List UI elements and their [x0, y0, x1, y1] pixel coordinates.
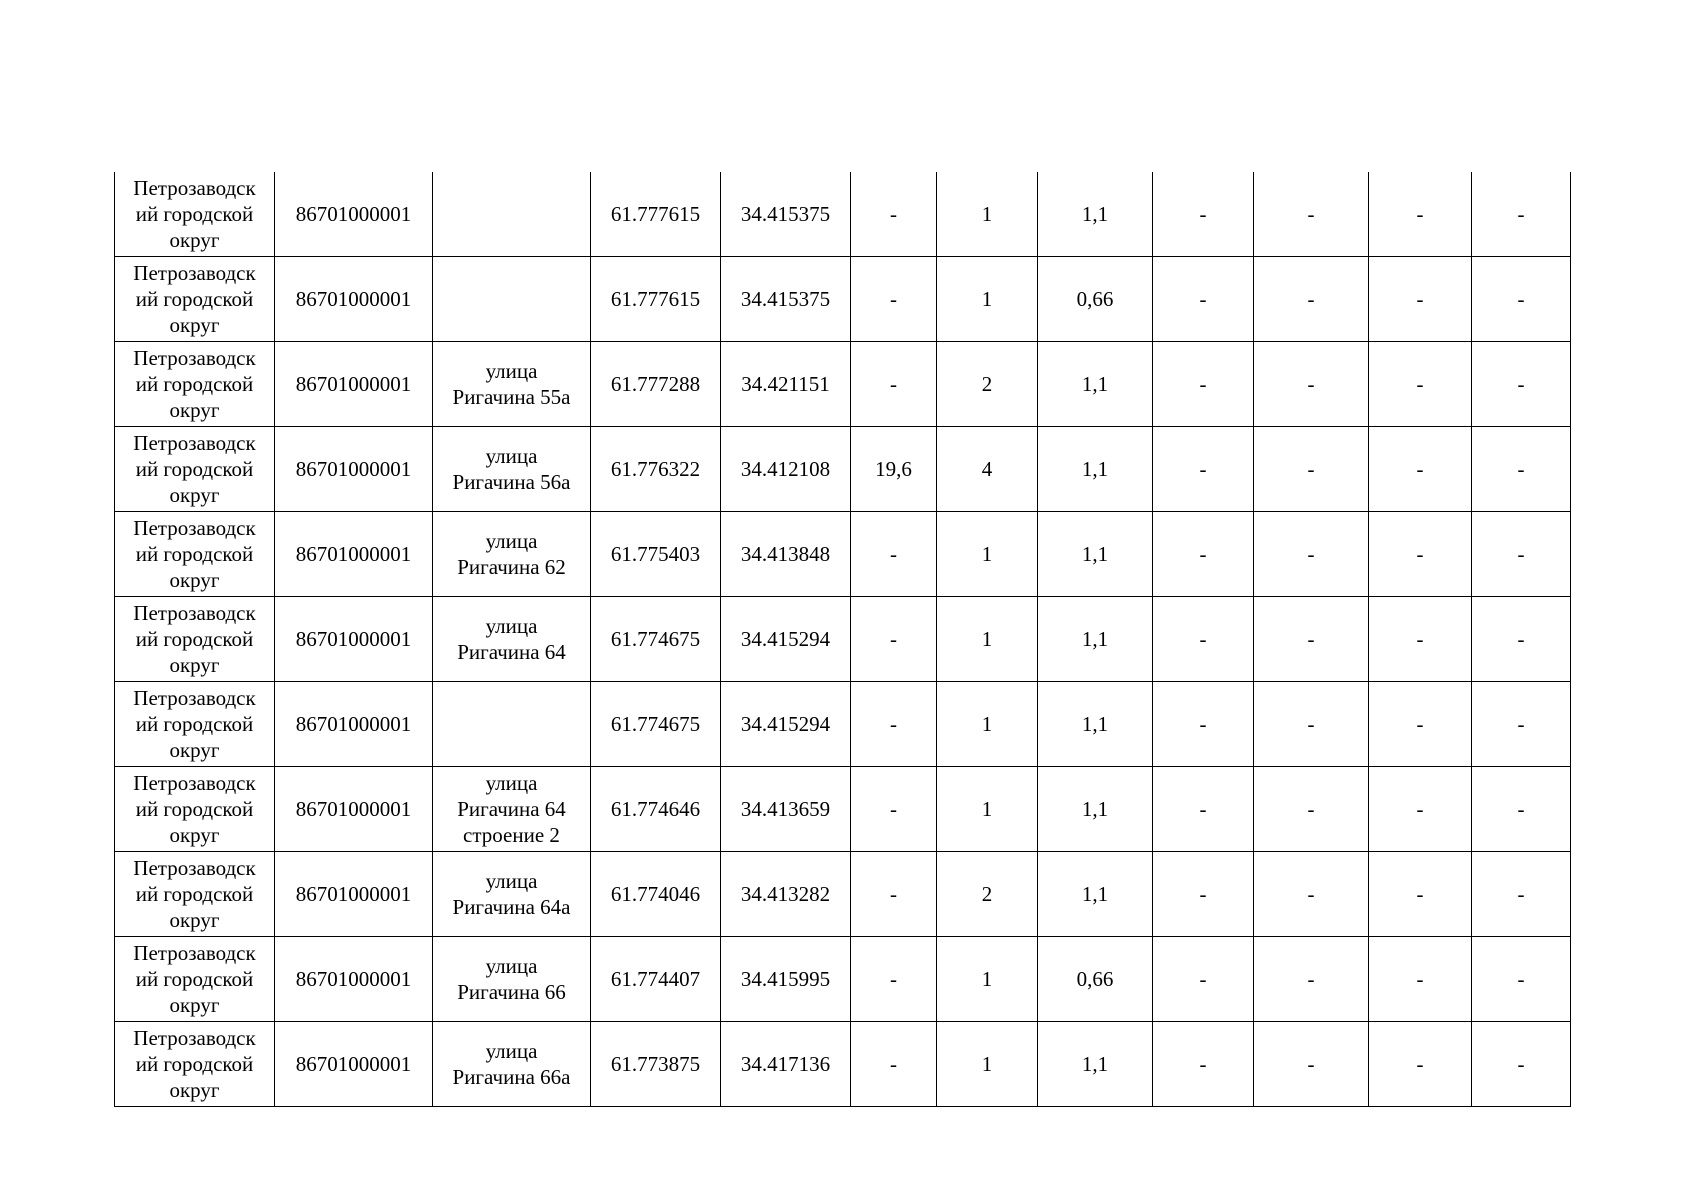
table-body	[115, 172, 1571, 1107]
empty-value-cell: -	[1254, 427, 1369, 512]
empty-value-cell: -	[1369, 682, 1472, 767]
empty-value-cell: -	[1254, 342, 1369, 427]
empty-value-cell: -	[1153, 512, 1254, 597]
latitude-cell: 61.776322	[591, 427, 721, 512]
municipality-cell: Петрозаводск ий городской округ	[115, 342, 275, 427]
oktmo-code-cell: 86701000001	[275, 172, 433, 257]
oktmo-code-cell: 86701000001	[275, 937, 433, 1022]
container-volume-cell: 1,1	[1038, 682, 1153, 767]
municipality-cell: Петрозаводск ий городской округ	[115, 427, 275, 512]
waste-sites-table	[114, 172, 1571, 1107]
municipality-cell: Петрозаводск ий городской округ	[115, 767, 275, 852]
oktmo-code-cell: 86701000001	[275, 682, 433, 767]
empty-value-cell: -	[1254, 682, 1369, 767]
empty-value-cell: -	[1369, 512, 1472, 597]
container-volume-cell: 1,1	[1038, 342, 1153, 427]
area-cell: -	[851, 512, 937, 597]
container-volume-cell: 1,1	[1038, 767, 1153, 852]
table-row	[115, 597, 1571, 682]
longitude-cell: 34.415375	[721, 257, 851, 342]
container-volume-cell: 1,1	[1038, 852, 1153, 937]
empty-value-cell: -	[1153, 172, 1254, 257]
table-row	[115, 1022, 1571, 1107]
empty-value-cell: -	[1472, 597, 1571, 682]
longitude-cell: 34.415294	[721, 597, 851, 682]
empty-value-cell: -	[1254, 937, 1369, 1022]
empty-value-cell: -	[1254, 767, 1369, 852]
latitude-cell: 61.775403	[591, 512, 721, 597]
empty-value-cell: -	[1153, 257, 1254, 342]
empty-value-cell: -	[1254, 257, 1369, 342]
container-count-cell: 2	[937, 342, 1038, 427]
area-cell: -	[851, 342, 937, 427]
latitude-cell: 61.773875	[591, 1022, 721, 1107]
address-cell: улица Ригачина 55а	[433, 342, 591, 427]
address-cell: улица Ригачина 64 строение 2	[433, 767, 591, 852]
container-volume-cell: 1,1	[1038, 597, 1153, 682]
area-cell: -	[851, 852, 937, 937]
empty-value-cell: -	[1369, 767, 1472, 852]
empty-value-cell: -	[1153, 427, 1254, 512]
empty-value-cell: -	[1369, 172, 1472, 257]
empty-value-cell: -	[1369, 257, 1472, 342]
container-volume-cell: 0,66	[1038, 937, 1153, 1022]
empty-value-cell: -	[1254, 172, 1369, 257]
table-row	[115, 937, 1571, 1022]
address-cell	[433, 172, 591, 257]
container-count-cell: 1	[937, 1022, 1038, 1107]
container-count-cell: 4	[937, 427, 1038, 512]
municipality-cell: Петрозаводск ий городской округ	[115, 512, 275, 597]
container-count-cell: 1	[937, 682, 1038, 767]
latitude-cell: 61.777288	[591, 342, 721, 427]
address-cell: улица Ригачина 64	[433, 597, 591, 682]
container-count-cell: 2	[937, 852, 1038, 937]
oktmo-code-cell: 86701000001	[275, 852, 433, 937]
empty-value-cell: -	[1369, 597, 1472, 682]
latitude-cell: 61.777615	[591, 172, 721, 257]
empty-value-cell: -	[1369, 1022, 1472, 1107]
table-row	[115, 257, 1571, 342]
latitude-cell: 61.774675	[591, 682, 721, 767]
longitude-cell: 34.415294	[721, 682, 851, 767]
table-row	[115, 682, 1571, 767]
container-count-cell: 1	[937, 512, 1038, 597]
address-cell	[433, 257, 591, 342]
empty-value-cell: -	[1153, 852, 1254, 937]
container-count-cell: 1	[937, 172, 1038, 257]
municipality-cell: Петрозаводск ий городской округ	[115, 597, 275, 682]
empty-value-cell: -	[1254, 512, 1369, 597]
container-volume-cell: 1,1	[1038, 172, 1153, 257]
empty-value-cell: -	[1254, 1022, 1369, 1107]
latitude-cell: 61.777615	[591, 257, 721, 342]
area-cell: -	[851, 597, 937, 682]
table-row	[115, 172, 1571, 257]
oktmo-code-cell: 86701000001	[275, 427, 433, 512]
empty-value-cell: -	[1153, 767, 1254, 852]
empty-value-cell: -	[1369, 937, 1472, 1022]
empty-value-cell: -	[1369, 342, 1472, 427]
container-volume-cell: 0,66	[1038, 257, 1153, 342]
area-cell: 19,6	[851, 427, 937, 512]
municipality-cell: Петрозаводск ий городской округ	[115, 682, 275, 767]
area-cell: -	[851, 767, 937, 852]
empty-value-cell: -	[1153, 682, 1254, 767]
longitude-cell: 34.421151	[721, 342, 851, 427]
empty-value-cell: -	[1254, 597, 1369, 682]
municipality-cell: Петрозаводск ий городской округ	[115, 1022, 275, 1107]
table-row	[115, 427, 1571, 512]
latitude-cell: 61.774675	[591, 597, 721, 682]
longitude-cell: 34.415375	[721, 172, 851, 257]
table-row	[115, 512, 1571, 597]
empty-value-cell: -	[1254, 852, 1369, 937]
longitude-cell: 34.413659	[721, 767, 851, 852]
empty-value-cell: -	[1472, 852, 1571, 937]
empty-value-cell: -	[1153, 937, 1254, 1022]
empty-value-cell: -	[1472, 172, 1571, 257]
container-count-cell: 1	[937, 257, 1038, 342]
table-row	[115, 767, 1571, 852]
address-cell: улица Ригачина 64а	[433, 852, 591, 937]
longitude-cell: 34.412108	[721, 427, 851, 512]
empty-value-cell: -	[1472, 512, 1571, 597]
empty-value-cell: -	[1369, 427, 1472, 512]
area-cell: -	[851, 172, 937, 257]
empty-value-cell: -	[1472, 342, 1571, 427]
longitude-cell: 34.413282	[721, 852, 851, 937]
municipality-cell: Петрозаводск ий городской округ	[115, 172, 275, 257]
empty-value-cell: -	[1153, 342, 1254, 427]
container-count-cell: 1	[937, 937, 1038, 1022]
container-count-cell: 1	[937, 597, 1038, 682]
oktmo-code-cell: 86701000001	[275, 342, 433, 427]
empty-value-cell: -	[1153, 1022, 1254, 1107]
container-volume-cell: 1,1	[1038, 512, 1153, 597]
container-volume-cell: 1,1	[1038, 427, 1153, 512]
municipality-cell: Петрозаводск ий городской округ	[115, 852, 275, 937]
area-cell: -	[851, 682, 937, 767]
empty-value-cell: -	[1472, 682, 1571, 767]
address-cell: улица Ригачина 66а	[433, 1022, 591, 1107]
address-cell	[433, 682, 591, 767]
address-cell: улица Ригачина 56а	[433, 427, 591, 512]
container-count-cell: 1	[937, 767, 1038, 852]
container-volume-cell: 1,1	[1038, 1022, 1153, 1107]
area-cell: -	[851, 257, 937, 342]
latitude-cell: 61.774646	[591, 767, 721, 852]
area-cell: -	[851, 1022, 937, 1107]
latitude-cell: 61.774046	[591, 852, 721, 937]
oktmo-code-cell: 86701000001	[275, 597, 433, 682]
municipality-cell: Петрозаводск ий городской округ	[115, 937, 275, 1022]
longitude-cell: 34.413848	[721, 512, 851, 597]
empty-value-cell: -	[1472, 427, 1571, 512]
municipality-cell: Петрозаводск ий городской округ	[115, 257, 275, 342]
area-cell: -	[851, 937, 937, 1022]
empty-value-cell: -	[1153, 597, 1254, 682]
oktmo-code-cell: 86701000001	[275, 1022, 433, 1107]
empty-value-cell: -	[1472, 937, 1571, 1022]
address-cell: улица Ригачина 66	[433, 937, 591, 1022]
table-row	[115, 852, 1571, 937]
longitude-cell: 34.417136	[721, 1022, 851, 1107]
oktmo-code-cell: 86701000001	[275, 257, 433, 342]
longitude-cell: 34.415995	[721, 937, 851, 1022]
empty-value-cell: -	[1472, 767, 1571, 852]
empty-value-cell: -	[1472, 1022, 1571, 1107]
oktmo-code-cell: 86701000001	[275, 767, 433, 852]
empty-value-cell: -	[1369, 852, 1472, 937]
latitude-cell: 61.774407	[591, 937, 721, 1022]
oktmo-code-cell: 86701000001	[275, 512, 433, 597]
empty-value-cell: -	[1472, 257, 1571, 342]
address-cell: улица Ригачина 62	[433, 512, 591, 597]
table-row	[115, 342, 1571, 427]
